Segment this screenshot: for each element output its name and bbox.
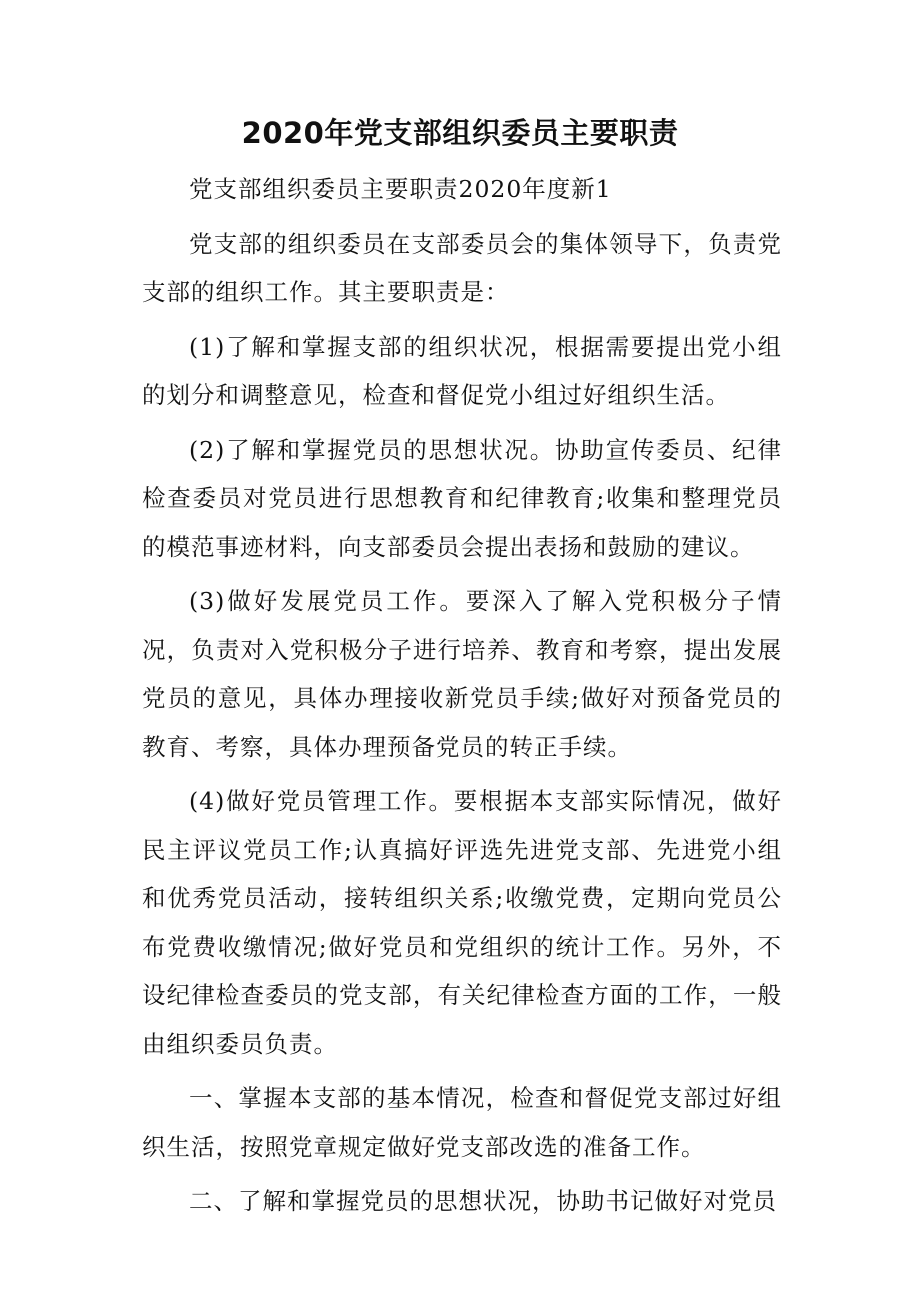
paragraph-section-2: 二、了解和掌握党员的思想状况，协助书记做好对党员 <box>189 1187 777 1215</box>
paragraph-duty-3: (3)做好发展党员工作。要深入了解入党积极分子情况，负责对入党积极分子进行培养、教育和考察，提出发展党员的意见，具体办理接收新党员手续;做好对预备党员的教育、考察，具体办理预备党员的转正手续。 <box>142 587 782 761</box>
paragraph-section-1: 一、掌握本支部的基本情况，检查和督促党支部过好组织生活，按照党章规定做好党支部改选的准备工作。 <box>142 1084 782 1161</box>
document-body <box>142 165 782 1232</box>
paragraph-subtitle: 党支部组织委员主要职责2020年度新1 <box>189 175 612 203</box>
paragraph-duty-1: (1)了解和掌握支部的组织状况，根据需要提出党小组的划分和调整意见，检查和督促党小组过好组织生活。 <box>142 332 782 409</box>
paragraph-intro: 党支部的组织委员在支部委员会的集体领导下，负责党支部的组织工作。其主要职责是： <box>142 229 782 306</box>
paragraph-duty-4: (4)做好党员管理工作。要根据本支部实际情况，做好民主评议党员工作;认真搞好评选先进党支部、先进党小组和优秀党员活动，接转组织关系;收缴党费，定期向党员公布党费收缴情况;做好党员和党组织的统计工作。另外，不设纪律检查委员的党支部，有关纪律检查方面的工作，一般由组织委员负责。 <box>142 787 782 1058</box>
paragraph-duty-2: (2)了解和掌握党员的思想状况。协助宣传委员、纪律检查委员对党员进行思想教育和纪律教育;收集和整理党员的模范事迹材料，向支部委员会提出表扬和鼓励的建议。 <box>142 435 782 561</box>
document-title: 2020年党支部组织委员主要职责 <box>241 116 679 150</box>
